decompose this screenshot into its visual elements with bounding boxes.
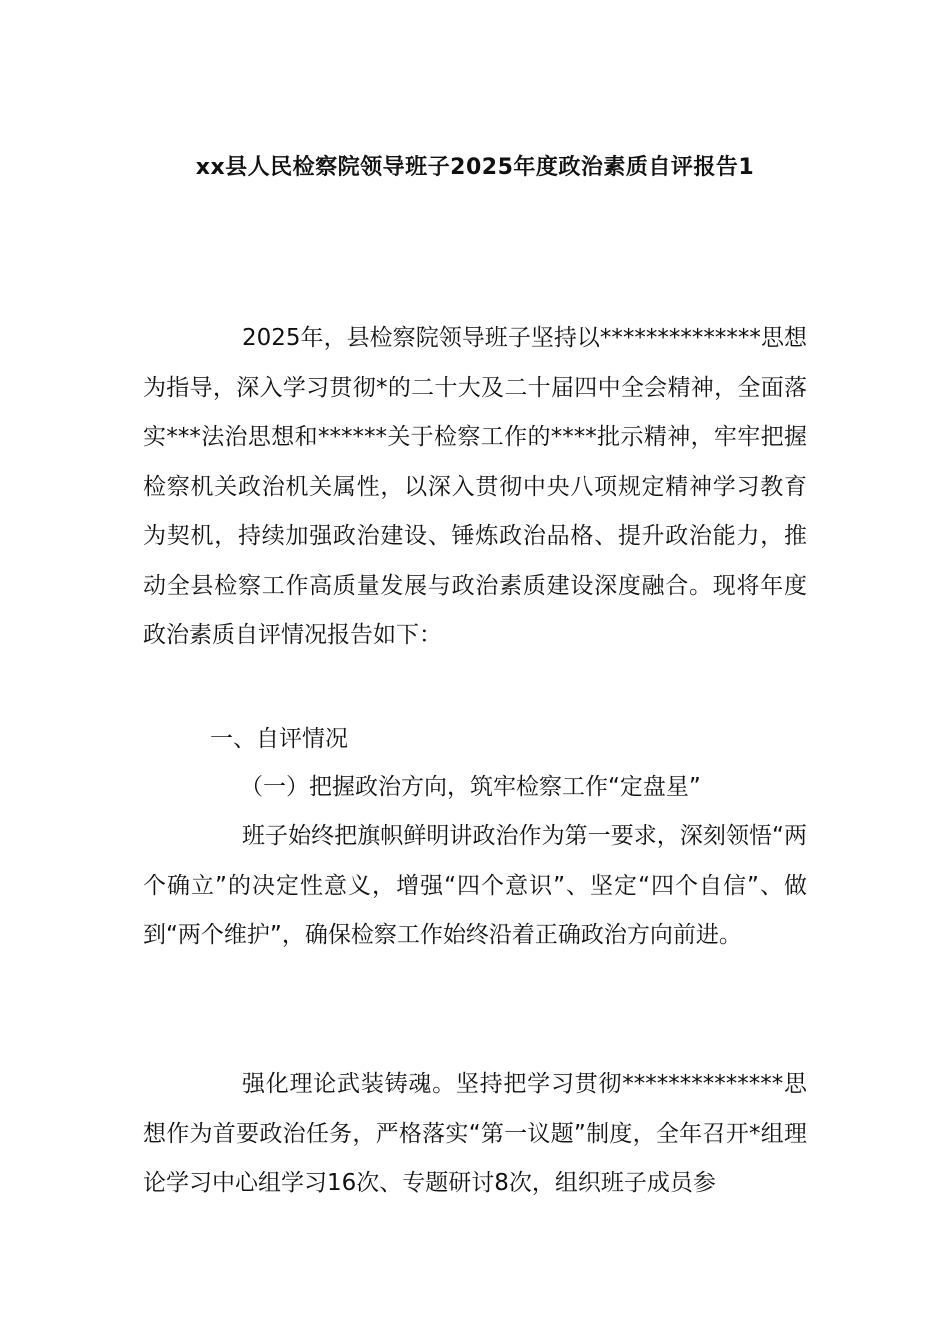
document-title: xx县人民检察院领导班子2025年度政治素质自评报告1 [195, 155, 755, 180]
body-paragraph-political-direction: 班子始终把旗帜鲜明讲政治作为第一要求，深刻领悟“两个确立”的决定性意义，增强“四个意识”、坚定“四个自信”、做到“两个维护”，确保检察工作始终沿着正确政治方向前进。 [143, 823, 807, 948]
subsection-heading: （一）把握政治方向，筑牢检察工作“定盘星” [240, 774, 701, 800]
intro-paragraph: 2025年，县检察院领导班子坚持以**************思想为指导，深入学习贯彻*的二十大及二十届四中全会精神，全面落实***法治思想和******关于检察工作的****批示精神，牢牢把握检察机关政治机关属性，以深入贯彻中央八项规定精神学习教育为契机，持续加强政治建设、锤炼政治品格、提升政治能力，推动全县检察工作高质量发展与政治素质建设深度融合。现将年度政治素质自评情况报告如下： [143, 325, 807, 648]
section-heading: 一、自评情况 [210, 726, 348, 752]
body-paragraph-theory-study: 强化理论武装铸魂。坚持把学习贯彻**************思想作为首要政治任务，严格落实“第一议题”制度，全年召开*组理论学习中心组学习16次、专题研讨8次，组织班子成员参 [143, 1071, 807, 1196]
